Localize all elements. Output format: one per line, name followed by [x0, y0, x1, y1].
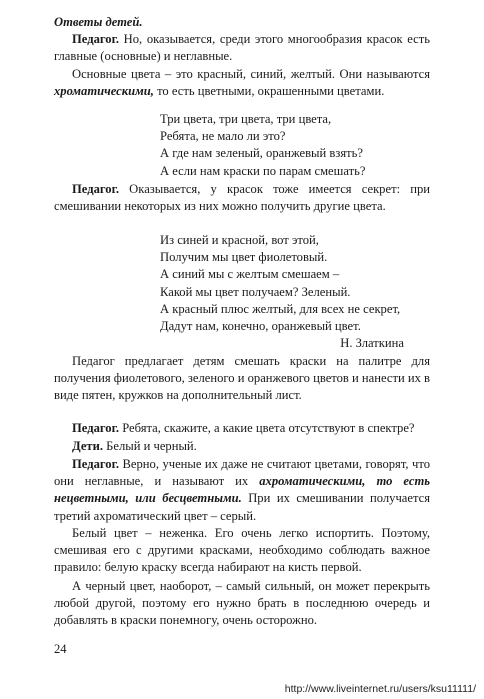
paragraph-black-color: А черный цвет, наоборот, – самый сильный, он может перекрыть любой другой, поэтому его нужно брать в последнюю очередь и добавлять в краски понемногу, очень осторожно.: [54, 579, 430, 628]
poem-line: А синий мы с желтым смешаем –: [160, 267, 340, 282]
poem-three-colors: [160, 111, 420, 180]
paragraph-achromatic: Педагог. Верно, ученые их даже не считают цветами, говорят, что они неглавные, и называют их ахроматическими, то есть нецветными, или бесцветными. При их смешивании получается третий ахроматический цвет – серый.: [54, 457, 430, 523]
children-answers-heading: Ответы детей.: [54, 15, 143, 29]
poem-line: Дадут нам, конечно, оранжевый цвет.: [160, 319, 361, 334]
term-chromatic: хроматическими,: [54, 84, 154, 99]
paragraph-question-spectrum: Педагог. Ребята, скажите, а какие цвета отсутствуют в спектре?: [72, 421, 415, 435]
page-number: 24: [54, 642, 67, 656]
speaker-label: Педагог.: [72, 421, 120, 435]
poem-line: Из синей и красной, вот этой,: [160, 233, 319, 247]
poem-author: Н. Златкина: [340, 336, 404, 351]
poem-line: Три цвета, три цвета, три цвета,: [160, 112, 332, 126]
poem-line: Какой мы цвет получаем? Зеленый.: [160, 284, 351, 299]
paragraph-chromatic: Основные цвета – это красный, синий, желтый. Они называются хроматическими, то есть цветными, окрашенными цветами.: [54, 67, 430, 99]
speaker-label: Дети.: [72, 439, 103, 453]
poem-line: А если нам краски по парам смешать?: [160, 163, 366, 178]
poem-mixing: [160, 232, 420, 352]
poem-line: А где нам зеленый, оранжевый взять?: [160, 146, 363, 161]
paragraph-white-color: Белый цвет – неженка. Его очень легко испортить. Поэтому, смешивая его с другими красками, необходимо соблюдать важное правило: белую краску всегда набирают на кисть первой.: [54, 526, 430, 575]
speaker-label: Педагог.: [72, 32, 120, 46]
paragraph-palette-task: Педагог предлагает детям смешать краски на палитре для получения фиолетового, зеленого и оранжевого цветов и нанести их в виде пятен, кружков на дополнительный лист.: [54, 354, 431, 403]
poem-line: Получим мы цвет фиолетовый.: [160, 250, 328, 265]
paragraph-secret: Педагог. Оказывается, у красок тоже имеется секрет: при смешивании некоторых из них можно получить другие цвета.: [54, 182, 430, 214]
speaker-label: Педагог.: [72, 182, 120, 196]
term-achromatic: ахроматическими, то есть нецветными, или бесцветными.: [54, 474, 430, 506]
watermark-url: http://www.liveinternet.ru/users/ksu11111/: [284, 683, 476, 695]
paragraph-children-reply: Дети. Белый и черный.: [72, 439, 197, 453]
paragraph-main-colors-intro: Педагог. Но, оказывается, среди этого многообразия красок есть главные (основные) и неглавные.: [54, 32, 430, 64]
speaker-label: Педагог.: [72, 457, 120, 471]
poem-line: А красный плюс желтый, для всех не секрет,: [160, 301, 401, 316]
poem-line: Ребята, не мало ли это?: [160, 129, 286, 144]
